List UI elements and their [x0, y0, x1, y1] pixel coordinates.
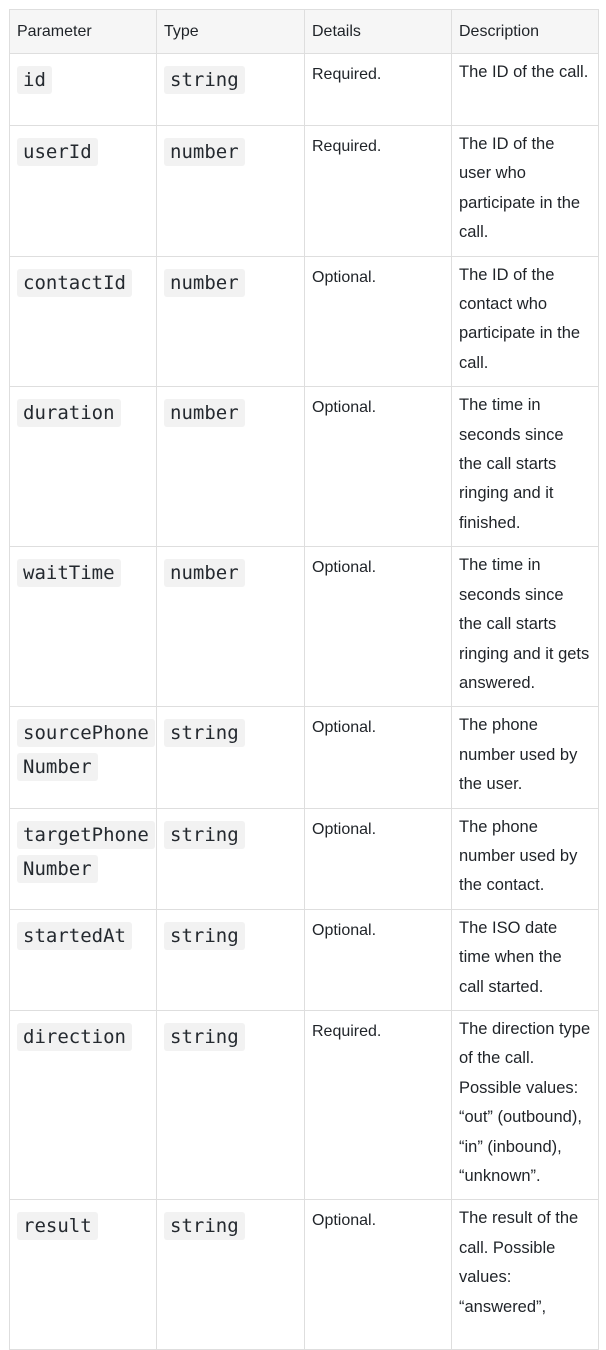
parameter-details: Optional.: [305, 909, 452, 1010]
parameter-description: The phone number used by the user.: [452, 707, 599, 808]
parameter-name: waitTime: [17, 559, 121, 587]
table-row: [10, 707, 599, 808]
parameter-description: The direction type of the call. Possible values: “out” (outbound), “in” (inbound), “unknown”.: [452, 1010, 599, 1199]
parameter-description: The time in seconds since the call starts ringing and it gets answered.: [452, 547, 599, 707]
table-row: [10, 909, 599, 1010]
parameter-details: Required.: [305, 126, 452, 257]
parameter-details: Optional.: [305, 707, 452, 808]
parameter-details: Optional.: [305, 808, 452, 909]
parameter-description: The result of the call. Possible values: “answered”,: [452, 1200, 599, 1350]
parameter-description: The ISO date time when the call started.: [452, 909, 599, 1010]
parameter-type: string: [164, 922, 245, 950]
header-description: Description: [452, 10, 599, 54]
parameter-details: Optional.: [305, 387, 452, 547]
header-details: Details: [305, 10, 452, 54]
header-parameter: Parameter: [10, 10, 157, 54]
parameter-name: startedAt: [17, 922, 132, 950]
parameter-details: Optional.: [305, 547, 452, 707]
table-row: [10, 1010, 599, 1199]
parameter-type: string: [164, 821, 245, 849]
parameter-details: Required.: [305, 1010, 452, 1199]
parameter-type: string: [164, 1212, 245, 1240]
table-row: [10, 387, 599, 547]
parameter-name: result: [17, 1212, 98, 1240]
table-header-row: [10, 10, 599, 54]
parameter-name: duration: [17, 399, 121, 427]
parameter-name: userId: [17, 138, 98, 166]
table-row: [10, 808, 599, 909]
parameter-type: number: [164, 559, 245, 587]
table-row: [10, 126, 599, 257]
parameter-name: contactId: [17, 269, 132, 297]
parameter-details: Optional.: [305, 256, 452, 387]
parameter-type: string: [164, 719, 245, 747]
parameter-type: string: [164, 1023, 245, 1051]
parameter-type: number: [164, 269, 245, 297]
parameter-description: The ID of the contact who participate in the call.: [452, 256, 599, 387]
parameter-description: The ID of the call.: [452, 54, 599, 126]
table-row: [10, 547, 599, 707]
parameter-type: number: [164, 399, 245, 427]
parameters-table: [9, 9, 599, 1350]
parameter-name: targetPhoneNumber: [17, 821, 155, 883]
parameter-description: The phone number used by the contact.: [452, 808, 599, 909]
parameter-name: sourcePhoneNumber: [17, 719, 155, 781]
parameter-details: Required.: [305, 54, 452, 126]
table-row: [10, 256, 599, 387]
parameter-name: direction: [17, 1023, 132, 1051]
table-row: [10, 54, 599, 126]
parameters-table-wrapper: [9, 9, 598, 1350]
header-type: Type: [157, 10, 305, 54]
parameter-type: string: [164, 66, 245, 94]
table-row: [10, 1200, 599, 1350]
parameter-description: The ID of the user who participate in the call.: [452, 126, 599, 257]
parameter-name: id: [17, 66, 52, 94]
parameter-type: number: [164, 138, 245, 166]
parameter-description: The time in seconds since the call starts ringing and it finished.: [452, 387, 599, 547]
parameter-details: Optional.: [305, 1200, 452, 1350]
